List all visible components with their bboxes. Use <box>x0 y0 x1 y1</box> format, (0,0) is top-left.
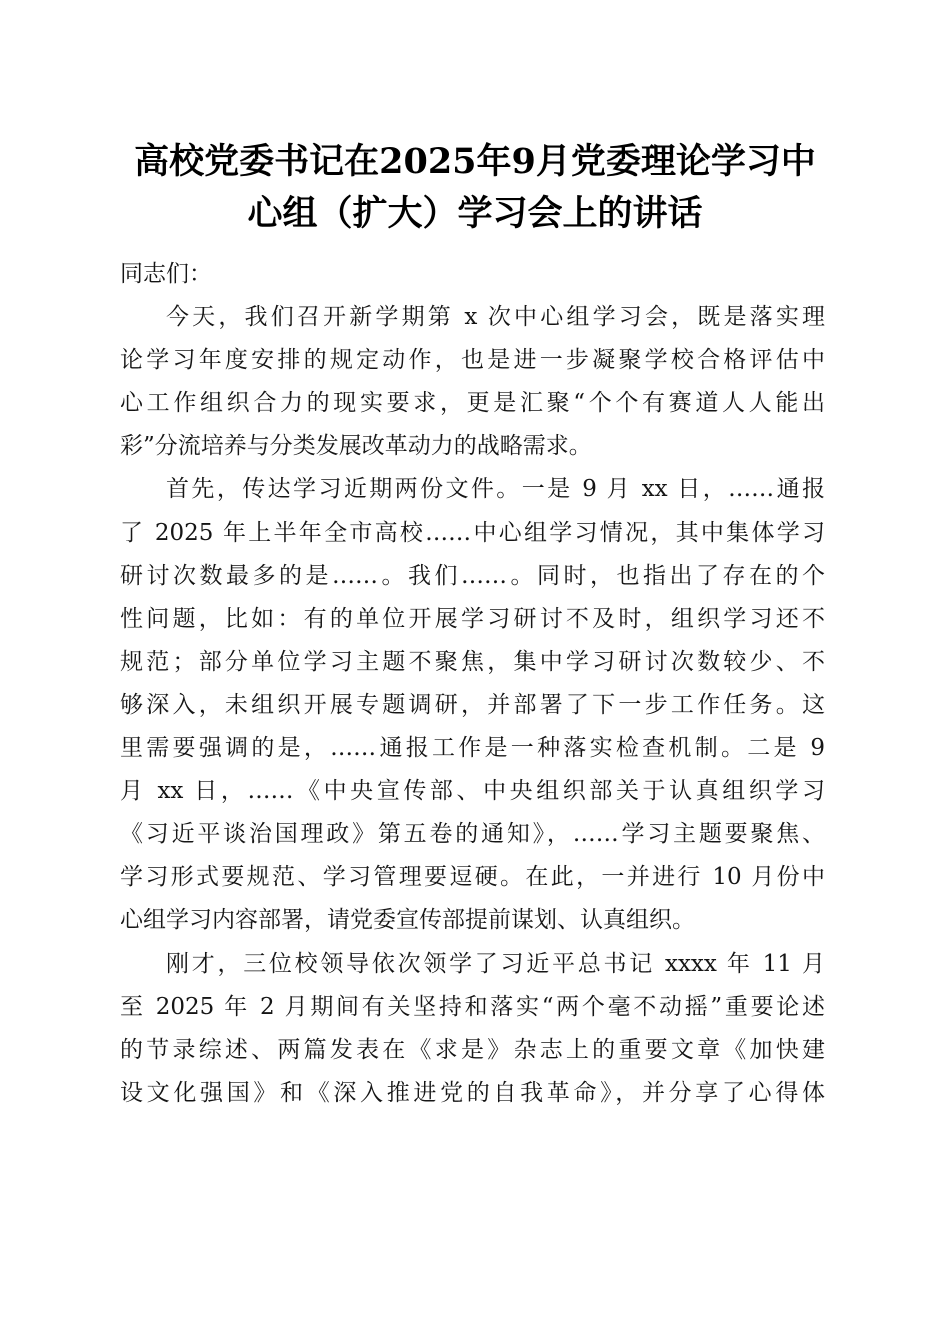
text-line: 学习形式要规范、学习管理要逗硬。在此，一并进行 10 月份中 <box>120 864 825 891</box>
text-line: 的节录综述、两篇发表在《求是》杂志上的重要文章《加快建 <box>120 1036 825 1063</box>
text-line: 论学习年度安排的规定动作，也是进一步凝聚学校合格评估中 <box>120 347 825 374</box>
title-line: 高校党委书记在2025年9月党委理论学习中 <box>134 141 816 182</box>
text-line: 彩”分流培养与分类发展改革动力的战略需求。 <box>120 433 592 460</box>
title-line: 心组（扩大）学习会上的讲话 <box>247 193 703 234</box>
text-line: 心工作组织合力的现实要求，更是汇聚“个个有赛道人人能出 <box>120 390 825 417</box>
paragraph-3 <box>120 943 825 1115</box>
document-body <box>120 253 825 1115</box>
paragraph-1 <box>120 296 825 468</box>
text-line: 今天，我们召开新学期第 x 次中心组学习会，既是落实理 <box>166 304 825 331</box>
text-line: 至 2025 年 2 月期间有关坚持和落实“两个毫不动摇”重要论述 <box>120 993 825 1020</box>
text-line: 规范；部分单位学习主题不聚焦，集中学习研讨次数较少、不 <box>120 648 825 675</box>
text-line: 里需要强调的是，……通报工作是一种落实检查机制。二是 9 <box>120 735 825 762</box>
text-line: 研讨次数最多的是……。我们……。同时，也指出了存在的个 <box>120 562 825 589</box>
text-line: 设文化强国》和《深入推进党的自我革命》，并分享了心得体 <box>120 1079 825 1106</box>
text-line: 够深入，未组织开展专题调研，并部署了下一步工作任务。这 <box>120 691 825 718</box>
text-line: 首先，传达学习近期两份文件。一是 9 月 xx 日，……通报 <box>166 476 825 503</box>
text-line: 心组学习内容部署，请党委宣传部提前谋划、认真组织。 <box>120 907 695 934</box>
text-line: 《习近平谈治国理政》第五卷的通知》，……学习主题要聚焦、 <box>120 821 825 848</box>
document-title <box>110 136 840 240</box>
paragraph-2 <box>120 468 825 942</box>
text-line: 了 2025 年上半年全市高校……中心组学习情况，其中集体学习 <box>120 519 825 546</box>
text-line: 刚才，三位校领导依次领学了习近平总书记 xxxx 年 11 月 <box>166 950 825 977</box>
text-line: 性问题，比如：有的单位开展学习研讨不及时，组织学习还不 <box>120 605 825 632</box>
salutation: 同志们： <box>120 261 212 287</box>
text-line: 月 xx 日，……《中央宣传部、中央组织部关于认真组织学习 <box>120 778 825 805</box>
